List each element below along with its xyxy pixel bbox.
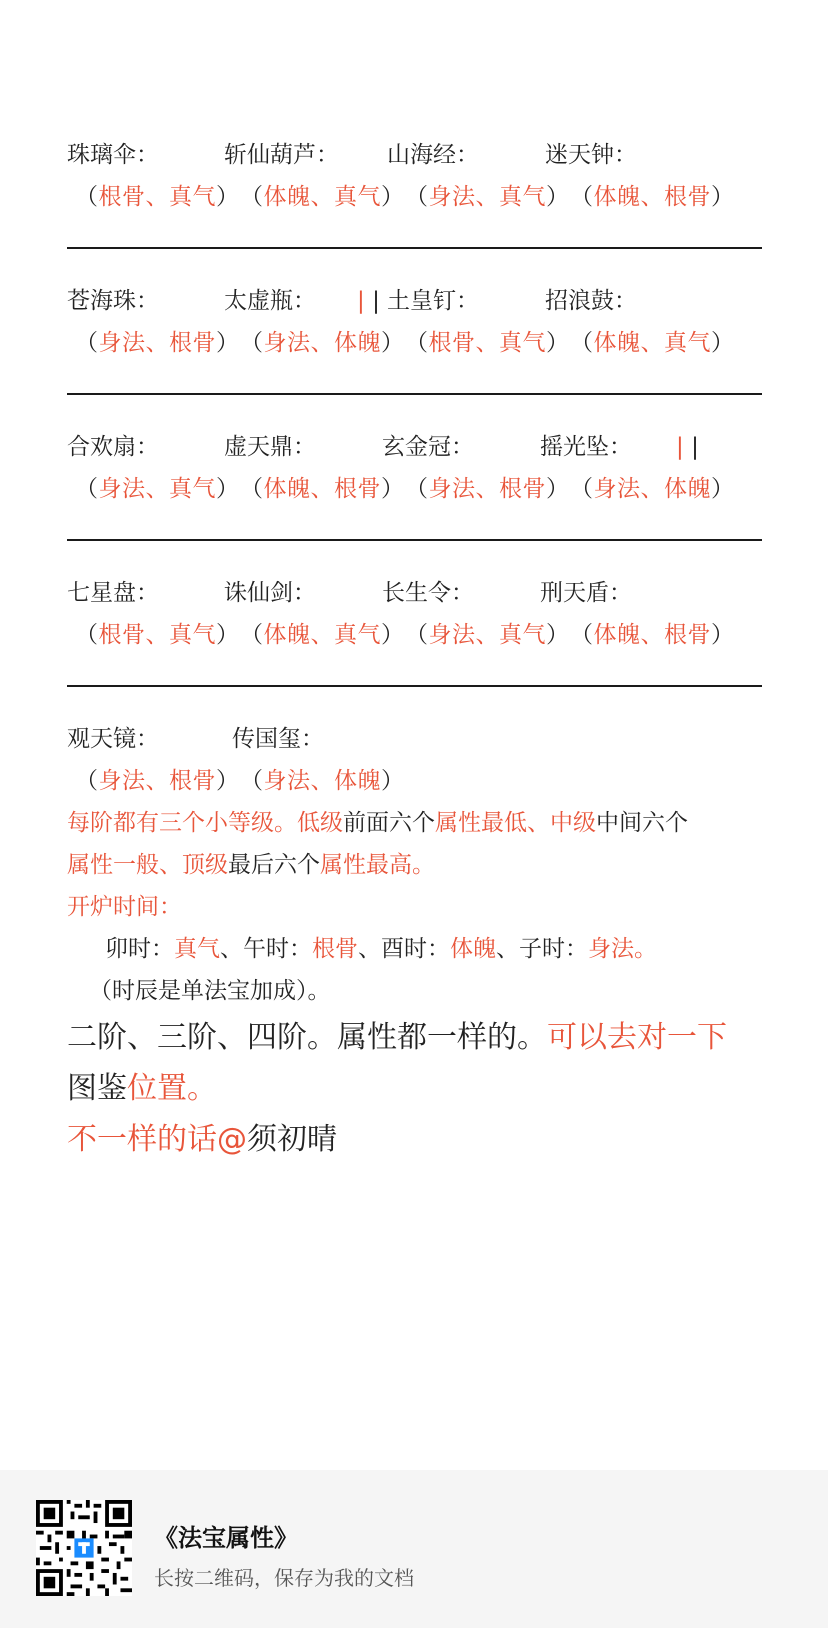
treasure-attributes: （根骨、真气） （体魄、真气） （身法、真气） （体魄、根骨）	[75, 184, 735, 210]
divider	[67, 247, 762, 249]
treasure-name: 招浪鼓：	[545, 288, 637, 314]
treasure-name: 观天镜：	[67, 726, 159, 752]
attribute-pair: 身法、真气	[428, 184, 546, 210]
treasure-names	[67, 280, 762, 322]
furnace-times: 卯时：真气、午时：根骨、酉时：体魄、子时：身法。	[105, 936, 657, 962]
treasure-name: 苍海珠：	[67, 288, 159, 314]
qr-code-icon[interactable]	[36, 1500, 132, 1596]
treasure-name: 诛仙剑：	[224, 580, 316, 606]
cursor-bar: |	[372, 288, 380, 314]
treasure-name: 太虚瓶：	[224, 288, 316, 314]
cursor-bar: |	[691, 434, 699, 460]
attribute-pair: 根骨、真气	[428, 330, 546, 356]
attribute-pair: 体魄、根骨	[593, 184, 711, 210]
level-note: 每阶都有三个小等级。低级前面六个属性最低、中级中间六个	[67, 810, 688, 836]
attribute-pair: 身法、体魄	[593, 476, 711, 502]
treasure-name: 虚天鼎：	[224, 434, 316, 460]
treasure-name: 迷天钟：	[545, 142, 637, 168]
notes	[67, 802, 762, 1012]
treasure-name: 山海经：	[387, 142, 479, 168]
attribute-pair: 身法、根骨	[98, 768, 216, 794]
treasure-names	[67, 718, 762, 760]
treasure-name: 传国玺：	[232, 726, 324, 752]
document-body	[67, 134, 762, 1165]
treasure-name: 玄金冠：	[382, 434, 474, 460]
attribute-pair: 根骨、真气	[98, 622, 216, 648]
divider	[67, 539, 762, 541]
treasure-group-4	[67, 572, 762, 656]
level-note: 属性一般、顶级最后六个属性最高。	[67, 852, 435, 878]
treasure-attributes: （根骨、真气） （体魄、真气） （身法、真气） （体魄、根骨）	[75, 622, 735, 648]
furnace-time-label: 开炉时间：	[67, 894, 182, 920]
attribute-pair: 体魄、真气	[263, 184, 381, 210]
treasure-name: 土皇钉：	[387, 288, 479, 314]
attribute-pair: 体魄、根骨	[263, 476, 381, 502]
divider	[67, 685, 762, 687]
treasure-group-3	[67, 426, 762, 510]
treasure-name: 斩仙葫芦：	[224, 142, 339, 168]
attribute-pair: 体魄、真气	[593, 330, 711, 356]
treasure-group-1	[67, 134, 762, 218]
attribute-pair: 身法、真气	[98, 476, 216, 502]
treasure-attributes: （身法、根骨） （身法、体魄）	[75, 768, 405, 794]
attribute-pair: 身法、真气	[428, 622, 546, 648]
attribute-pair: 根骨、真气	[98, 184, 216, 210]
treasure-name: 珠璃伞：	[67, 142, 159, 168]
treasure-name: 刑天盾：	[540, 580, 632, 606]
cursor-bar: |	[357, 288, 365, 314]
treasure-attributes: （身法、根骨） （身法、体魄） （根骨、真气） （体魄、真气）	[75, 330, 735, 356]
bonus-note: （时辰是单法宝加成）。	[89, 978, 331, 1004]
attribute-pair: 身法、根骨	[98, 330, 216, 356]
attribute-pair: 身法、体魄	[263, 768, 381, 794]
document-title: 《法宝属性》	[154, 1524, 298, 1552]
treasure-name: 七星盘：	[67, 580, 159, 606]
treasure-name: 长生令：	[382, 580, 474, 606]
save-hint: 长按二维码，保存为我的文档	[154, 1566, 414, 1590]
stage-note: 二阶、三阶、四阶。属性都一样的。可以去对一下 图鉴位置。 不一样的话@须初晴	[67, 1020, 727, 1157]
treasure-group-5	[67, 718, 762, 802]
attribute-pair: 体魄、真气	[263, 622, 381, 648]
divider	[67, 393, 762, 395]
treasure-names	[67, 134, 762, 176]
attribute-pair: 身法、体魄	[263, 330, 381, 356]
treasure-name: 合欢扇：	[67, 434, 159, 460]
treasure-names	[67, 572, 762, 614]
attribute-pair: 身法、根骨	[428, 476, 546, 502]
treasure-attributes: （身法、真气） （体魄、根骨） （身法、根骨） （身法、体魄）	[75, 476, 735, 502]
footer-bar	[0, 1470, 828, 1628]
treasure-name: 摇光坠：	[540, 434, 632, 460]
attribute-pair: 体魄、根骨	[593, 622, 711, 648]
treasure-group-2	[67, 280, 762, 364]
treasure-names	[67, 426, 762, 468]
cursor-bar: |	[676, 434, 684, 460]
